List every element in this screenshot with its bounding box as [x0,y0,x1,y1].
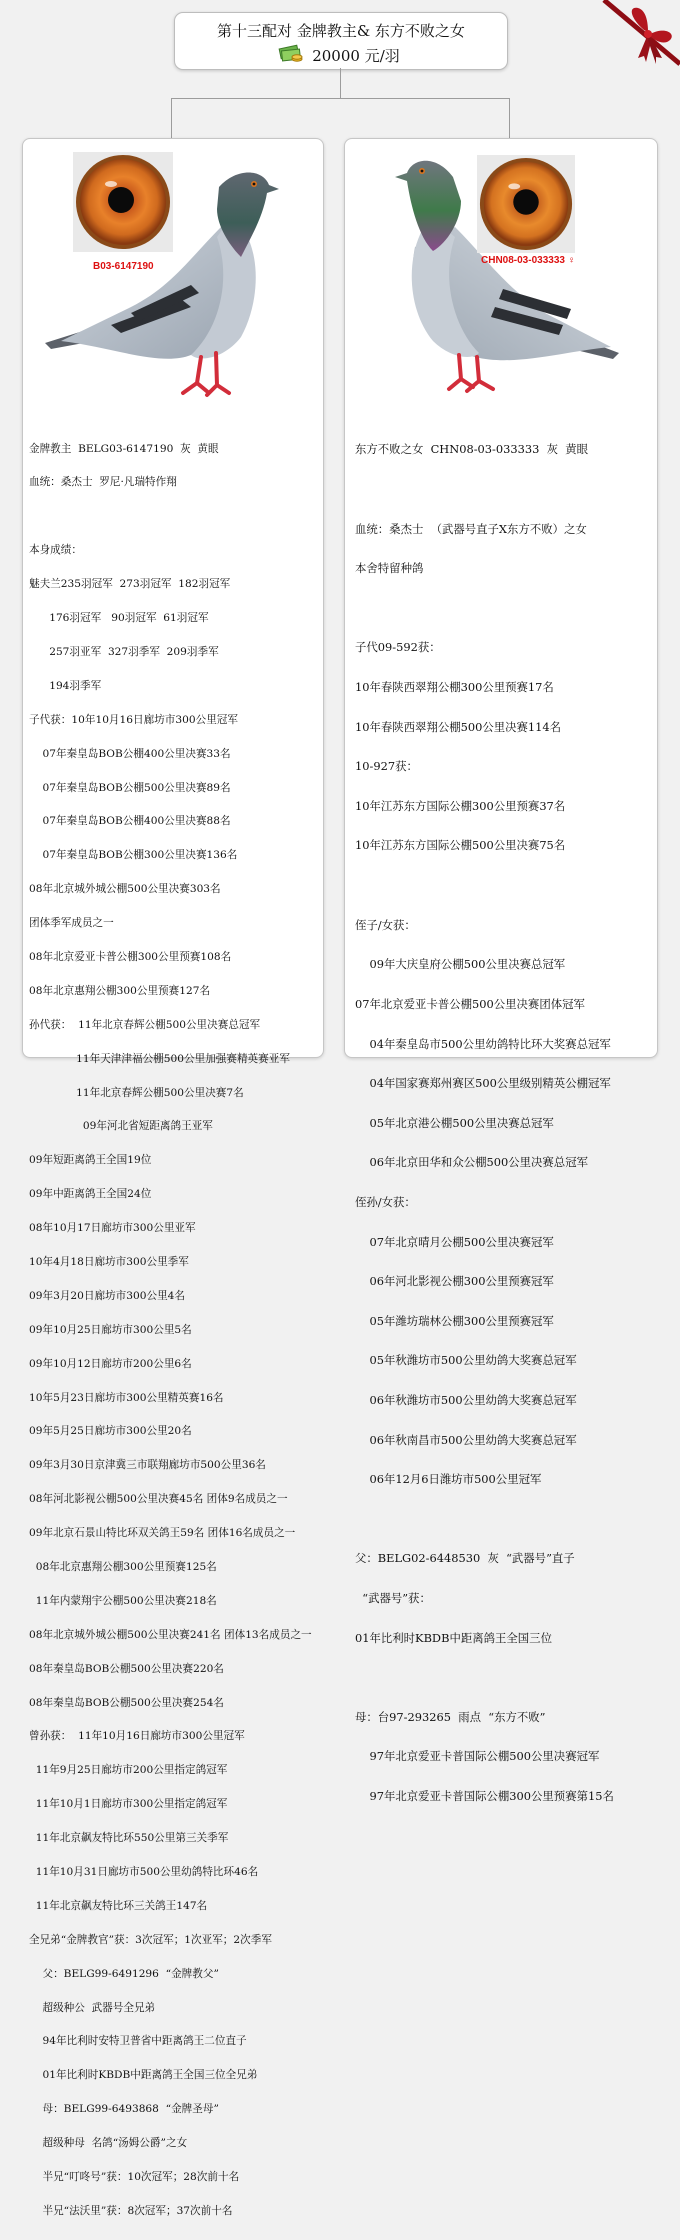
pedigree-line: 06年秋潍坊市500公里幼鸽大奖赛总冠军 [355,1392,577,1407]
pedigree-line: 08年北京惠翔公棚300公里预赛125名 [29,1560,217,1573]
pedigree-line: 05年北京港公棚500公里决赛总冠军 [355,1115,554,1130]
pigeon-photo [41,157,303,407]
pedigree-line: 本舍特留种鸽 [355,561,424,576]
pedigree-line: 97年北京爱亚卡普国际公棚300公里预赛第15名 [355,1789,614,1804]
connector-line [340,68,341,98]
pedigree-line: 11年北京飙友特比环550公里第三关季军 [29,1832,229,1845]
pedigree-line: 11年北京春辉公棚500公里决赛7名 [29,1086,244,1099]
pedigree-line: “武器号”获： [355,1591,431,1606]
pedigree-line: 07年北京爱亚卡普公棚500公里决赛团体冠军 [355,996,585,1011]
pedigree-line: 08年10月17日廊坊市300公里亚军 [29,1222,196,1235]
pedigree-line: 07年秦皇岛BOB公棚500公里决赛89名 [29,781,231,794]
pedigree-line: 半兄“叮咚号”获：10次冠军；28次前十名 [29,2171,240,2184]
dam-card [344,138,658,1804]
pedigree-line: 09年北京石景山特比环双关鸽王59名 团体16名成员之一 [29,1527,296,1540]
pedigree-line: 本身成绩： [29,544,82,557]
pedigree-line: 血统：桑杰士 罗尼·凡瑞特作翔 [29,476,177,489]
pedigree-line: 侄子/女获： [355,917,416,932]
pedigree-line: 09年大庆皇府公棚500公里决赛总冠军 [355,957,566,972]
pedigree-line: 09年短距离鸽王全国19位 [29,1154,152,1167]
pedigree-line: 父：BELG02-6448530 灰 “武器号”直子 [355,1551,575,1566]
pedigree-line: 11年9月25日廊坊市200公里指定鸽冠军 [29,1764,228,1777]
pedigree-line: 08年秦皇岛BOB公棚500公里决赛220名 [29,1662,224,1675]
pedigree-line: 子代09-592获： [355,640,441,655]
pedigree-line: 09年5月25日廊坊市300公里20名 [29,1425,192,1438]
pedigree-line: 06年河北影视公棚300公里预赛冠军 [355,1274,554,1289]
pedigree-line: 孙代获： 11年北京春辉公棚500公里决赛总冠军 [29,1018,261,1031]
pedigree-line: 04年国家赛郑州赛区500公里级别精英公棚冠军 [355,1076,611,1091]
pedigree-line: 05年秋潍坊市500公里幼鸽大奖赛总冠军 [355,1353,577,1368]
connector-line [171,98,510,99]
pedigree-line: 97年北京爱亚卡普国际公棚500公里决赛冠军 [355,1749,600,1764]
pedigree-line: 10年5月23日廊坊市300公里精英赛16名 [29,1391,224,1404]
pedigree-line [29,511,312,522]
connector-line [171,98,172,138]
pedigree-line: 06年北京田华和众公棚500公里决赛总冠军 [355,1155,588,1170]
pedigree-line: 194羽季军 [29,679,102,692]
pedigree-line: 10年4月18日廊坊市300公里季军 [29,1255,189,1268]
pedigree-line: 11年内蒙翔宇公棚500公里决赛218名 [29,1594,217,1607]
pedigree-line: 08年北京城外城公棚500公里决赛303名 [29,883,221,896]
pedigree-line: 08年秦皇岛BOB公棚500公里决赛254名 [29,1696,224,1709]
pedigree-line: 94年比利时安特卫普省中距离鸽王二位直子 [29,2035,247,2048]
sire-pedigree-text [29,421,312,2240]
pedigree-line: 血统：桑杰士 （武器号直子X东方不败）之女 [355,521,587,536]
pedigree-line: 04年秦皇岛市500公里幼鸽特比环大奖赛总冠军 [355,1036,611,1051]
sire-card [22,138,324,2217]
pedigree-line: 06年12月6日潍坊市500公里冠军 [355,1472,542,1487]
pedigree-line: 06年秋南昌市500公里幼鸽大奖赛总冠军 [355,1432,577,1447]
pedigree-line: 子代获：10年10月16日廊坊市300公里冠军 [29,713,238,726]
pedigree-line: 07年秦皇岛BOB公棚300公里决赛136名 [29,849,238,862]
pedigree-line [355,879,614,892]
pedigree-line: 08年北京惠翔公棚300公里预赛127名 [29,984,211,997]
pedigree-line: 半兄“法沃里”获：8次冠军；37次前十名 [29,2204,233,2217]
pedigree-line: 11年10月1日廊坊市300公里指定鸽冠军 [29,1798,228,1811]
pedigree-line: 10年江苏东方国际公棚300公里预赛37名 [355,798,566,813]
pedigree-line: 07年秦皇岛BOB公棚400公里决赛33名 [29,747,231,760]
pedigree-line: 08年河北影视公棚500公里决赛45名 团体9名成员之一 [29,1493,288,1506]
pedigree-line: 09年河北省短距离鸽王亚军 [29,1120,213,1133]
pedigree-line: 全兄弟“金牌教官”获：3次冠军；1次亚军；2次季军 [29,1933,272,1946]
pedigree-line: 176羽冠军 90羽冠军 61羽冠军 [29,612,209,625]
pedigree-line: 10年江苏东方国际公棚500公里决赛75名 [355,838,566,853]
pedigree-line: 257羽亚军 327羽季军 209羽季军 [29,645,219,658]
pedigree-line [355,602,614,615]
pedigree-line: 11年10月31日廊坊市500公里幼鸽特比环46名 [29,1866,259,1878]
eye-photo [477,155,575,253]
pedigree-line: 超级种母 名鸽“汤姆公爵”之女 [29,2137,188,2150]
pair-price: 20000 元/羽 [312,47,400,65]
pedigree-line: 07年北京晴月公棚500公里决赛冠军 [355,1234,554,1249]
pedigree-line: 曾孙获： 11年10月16日廊坊市300公里冠军 [29,1730,245,1743]
pedigree-line: 09年3月20日廊坊市300公里4名 [29,1289,186,1302]
pedigree-line: 05年潍坊瑞林公棚300公里预赛冠军 [355,1313,554,1328]
pedigree-line: 侄孙/女获： [355,1194,416,1209]
pedigree-line: 11年北京飙友特比环三关鸽王147名 [29,1899,208,1912]
pedigree-line: 09年3月30日京津冀三市联翔廊坊市500公里36名 [29,1459,266,1472]
pedigree-line: 09年10月25日廊坊市300公里5名 [29,1323,192,1336]
ring-number-label: B03-6147190 [93,261,154,272]
pair-title-box [174,12,508,70]
pedigree-line: 08年北京爱亚卡普公棚300公里预赛108名 [29,950,232,963]
pedigree-line: 10-927获： [355,759,418,774]
pedigree-line [355,1671,614,1684]
ring-number-label: CHN08-03-033333 ♀ [481,255,576,266]
pedigree-line: 09年中距离鸽王全国24位 [29,1188,152,1201]
connector-line [509,98,510,138]
pair-title: 第十三配对 金牌教主& 东方不败之女 [217,22,465,40]
pedigree-line: 01年比利时KBDB中距离鸽王全国三位 [355,1630,552,1645]
ribbon-bow-icon [600,0,680,70]
pedigree-line: 母：BELG99-6493868 “金牌圣母” [29,2103,219,2116]
pedigree-line: 07年秦皇岛BOB公棚400公里决赛88名 [29,815,231,828]
pedigree-line: 超级种公 武器号全兄弟 [29,2001,156,2014]
pedigree-line: 母：台97-293265 雨点 “东方不败” [355,1709,546,1724]
pedigree-line: 父：BELG99-6491296 “金牌教父” [29,1967,219,1980]
pedigree-line: 10年春陕西翠翔公棚300公里预赛17名 [355,680,554,695]
pedigree-line: 团体季军成员之一 [29,917,114,930]
pedigree-line: 01年比利时KBDB中距离鸽王全国三位全兄弟 [29,2069,258,2082]
pedigree-line [355,483,614,496]
pedigree-line [355,1513,614,1526]
pedigree-line: 08年北京城外城公棚500公里决赛241名 团体13名成员之一 [29,1628,312,1641]
dam-pedigree-text [355,417,614,1830]
pedigree-line: 东方不败之女 CHN08-03-033333 灰 黄眼 [355,442,589,457]
pedigree-line: 09年10月12日廊坊市200公里6名 [29,1357,192,1370]
pedigree-line: 10年春陕西翠翔公棚500公里决赛114名 [355,719,562,734]
pedigree-line: 11年天津津福公棚500公里加强赛精英赛亚军 [29,1052,290,1065]
pedigree-line: 魅夫兰235羽冠军 273羽冠军 182羽冠军 [29,578,231,591]
pedigree-line: 金牌教主 BELG03-6147190 灰 黄眼 [29,442,219,455]
